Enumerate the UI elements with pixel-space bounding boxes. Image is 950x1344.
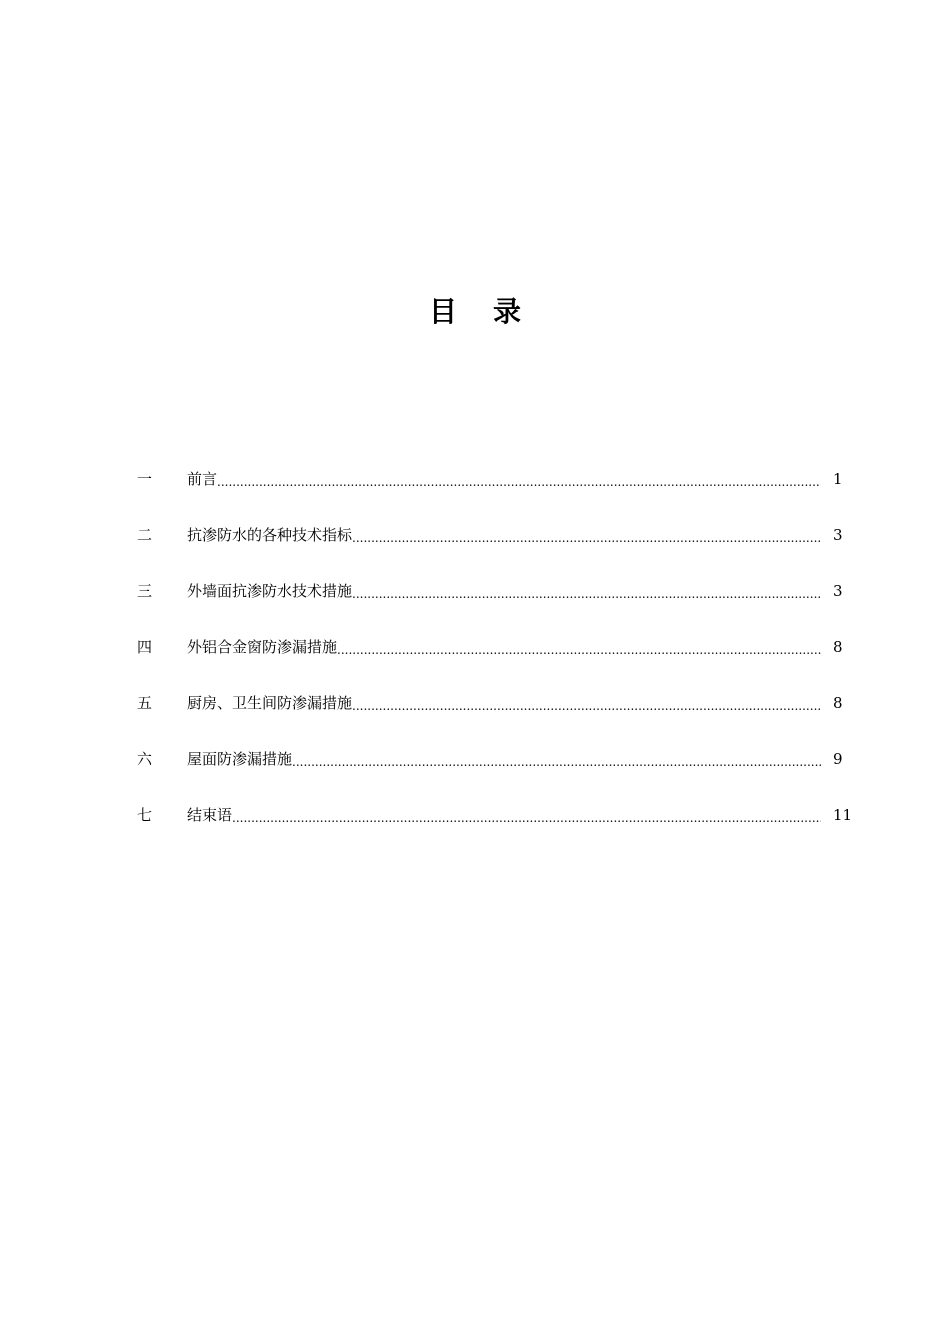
- toc-entry[interactable]: [137, 632, 857, 688]
- toc-leader-dots: [232, 803, 821, 833]
- toc-entry-number: 二: [137, 526, 153, 544]
- toc-entry-label: 外铝合金窗防渗漏措施: [187, 638, 338, 656]
- toc-entry[interactable]: [137, 800, 857, 856]
- toc-entry-label: 屋面防渗漏措施: [187, 750, 293, 768]
- toc-leader-dots: [292, 747, 821, 777]
- toc-entry[interactable]: [137, 744, 857, 800]
- toc-entry-page: 11: [833, 806, 853, 824]
- toc-entry-number: 四: [137, 638, 153, 656]
- toc-leader-dots: [352, 579, 821, 609]
- toc-entry-page: 8: [833, 638, 843, 656]
- toc-leader-dots: [352, 523, 821, 553]
- toc-list: [137, 464, 857, 856]
- toc-entry-label: 前言: [187, 470, 218, 488]
- toc-entry-label: 抗渗防水的各种技术指标: [187, 526, 353, 544]
- toc-entry-number: 六: [137, 750, 153, 768]
- toc-entry[interactable]: [137, 464, 857, 520]
- toc-leader-dots: [352, 691, 821, 721]
- toc-entry-number: 一: [137, 470, 153, 488]
- toc-title: 目录: [428, 295, 557, 328]
- toc-entry[interactable]: [137, 520, 857, 576]
- toc-entry-page: 3: [833, 526, 843, 544]
- toc-entry-page: 3: [833, 582, 843, 600]
- toc-entry-label: 结束语: [187, 806, 233, 824]
- toc-leader-dots: [337, 635, 821, 665]
- toc-entry-page: 1: [833, 470, 843, 488]
- toc-entry-number: 五: [137, 694, 153, 712]
- toc-leader-dots: [217, 467, 821, 497]
- toc-entry-label: 厨房、卫生间防渗漏措施: [187, 694, 353, 712]
- toc-entry-page: 9: [833, 750, 843, 768]
- toc-entry[interactable]: [137, 576, 857, 632]
- toc-entry-label: 外墙面抗渗防水技术措施: [187, 582, 353, 600]
- toc-entry-page: 8: [833, 694, 843, 712]
- toc-entry-number: 七: [137, 806, 153, 824]
- toc-entry[interactable]: [137, 688, 857, 744]
- toc-entry-number: 三: [137, 582, 153, 600]
